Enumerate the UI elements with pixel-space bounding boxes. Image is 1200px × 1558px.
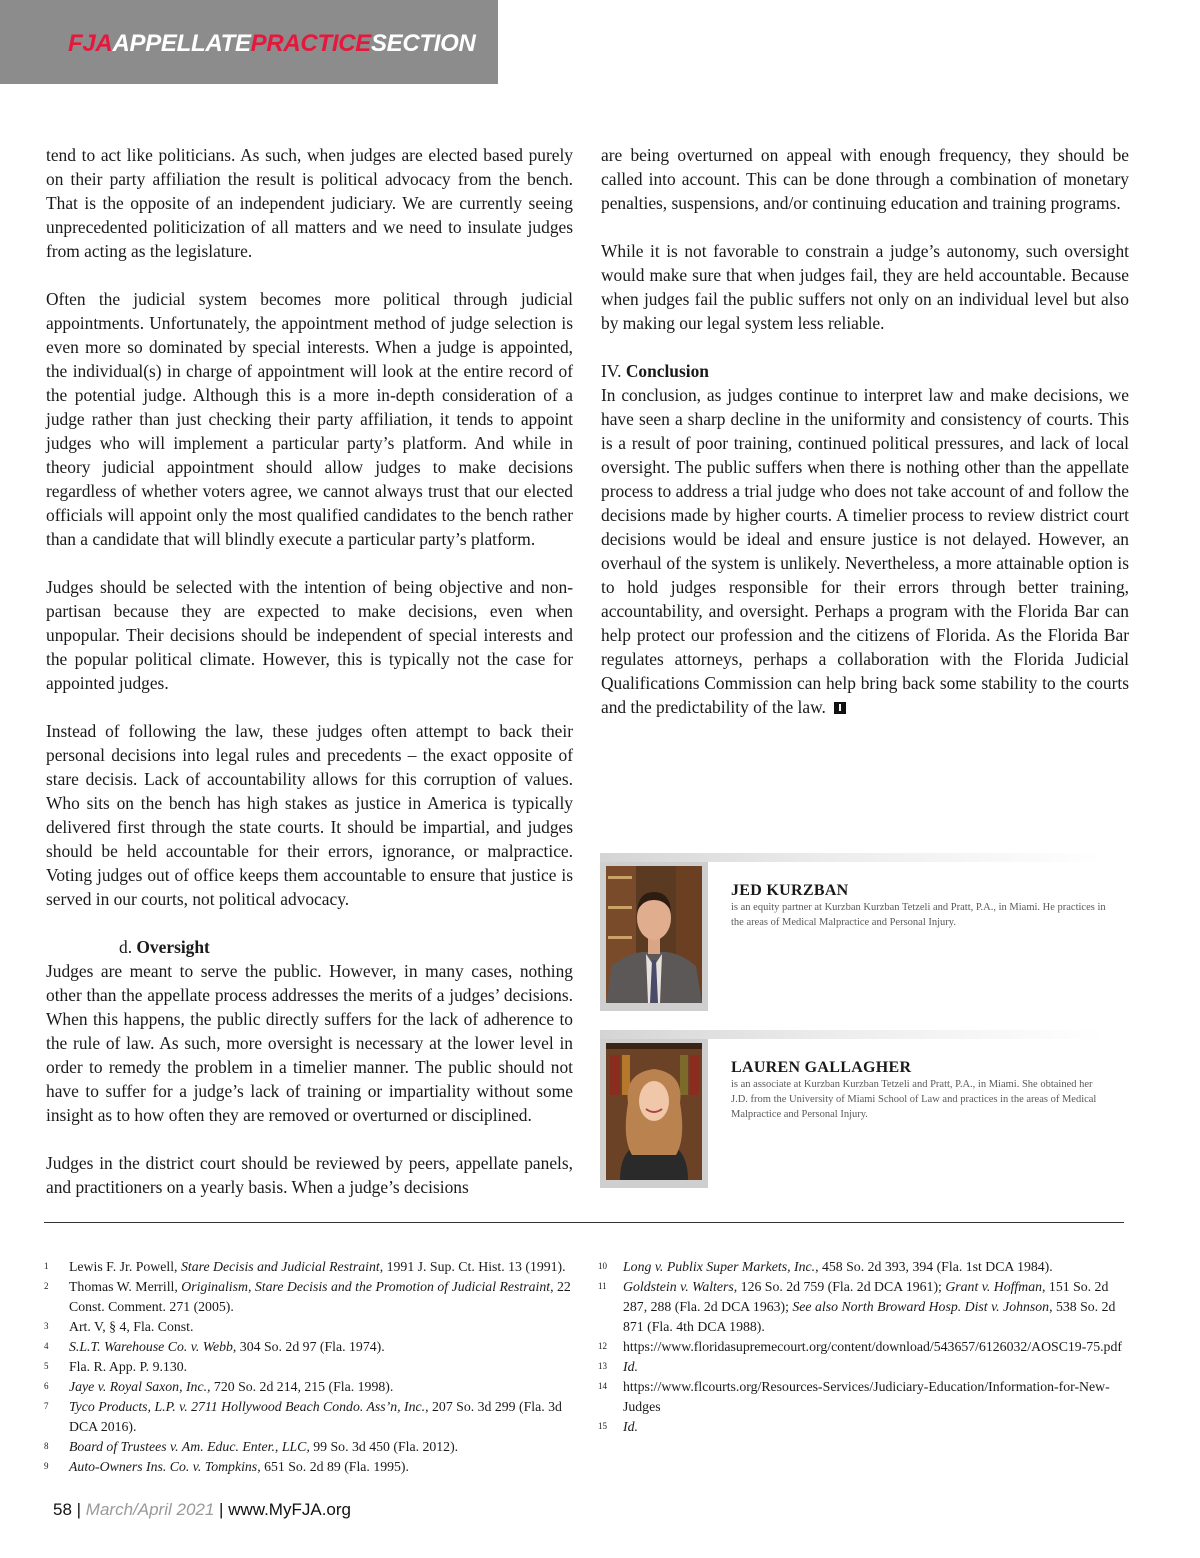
section-banner bbox=[0, 0, 498, 84]
author-description: is an associate at Kurzban Kurzban Tetzeli and Pratt, P.A., in Miami. She obtained her J.D. from the University of Miami School of Law and practices in the areas of Medical Malpractice and Personal Injury. bbox=[731, 1079, 1097, 1120]
footnotes-right bbox=[598, 1257, 1128, 1437]
portrait-man-icon bbox=[606, 866, 702, 1003]
author-name: JED KURZBAN bbox=[731, 882, 849, 899]
author-bio-card bbox=[600, 1030, 1104, 1188]
subheading-oversight: d. Oversight bbox=[119, 937, 210, 957]
website-link[interactable]: www.MyFJA.org bbox=[228, 1500, 351, 1519]
footnote-divider bbox=[44, 1222, 1124, 1223]
footnotes-left bbox=[44, 1257, 579, 1477]
author-bio-card bbox=[600, 853, 1104, 1011]
paragraph: Instead of following the law, these judges often attempt to back their personal decisions into legal rules and precedents – the exact opposite of stare decisis. Lack of accountability allows for this corruption of values. Who sits on the bench has high stakes as justice in America is typically delivered first through the state courts. It should be impartial, and judges should be held accountable for their errors, ignorance, or malpractice. Voting judges out of office keeps them accountable to ensure that justice is served in our courts, not political advocacy. bbox=[46, 721, 573, 909]
footnote: 13 Id. bbox=[598, 1359, 638, 1374]
footnote: 6 Jaye v. Royal Saxon, Inc., 720 So. 2d 214, 215 (Fla. 1998). bbox=[44, 1379, 394, 1394]
footnote: 10 Long v. Publix Super Markets, Inc., 458 So. 2d 393, 394 (Fla. 1st DCA 1984). bbox=[598, 1259, 1053, 1274]
author-name: LAUREN GALLAGHER bbox=[731, 1059, 912, 1076]
footnote: 8 Board of Trustees v. Am. Educ. Enter., LLC, 99 So. 3d 450 (Fla. 2012). bbox=[44, 1439, 459, 1454]
paragraph: Judges should be selected with the intention of being objective and non-partisan because they are expected to make decisions, even when unpopular. Their decisions should be independent of special interests and the popular political climate. However, this is typically not the case for appointed judges. bbox=[46, 577, 573, 693]
paragraph: Judges in the district court should be reviewed by peers, appellate panels, and practitioners on a yearly basis. When a judge’s decisions bbox=[46, 1153, 573, 1197]
portrait-woman-icon bbox=[606, 1043, 702, 1180]
paragraph: While it is not favorable to constrain a judge’s autonomy, such oversight would make sure that when judges fail, they are held accountable. Because when judges fail the public suffers not only on an individual level but also by making our legal system less reliable. bbox=[601, 241, 1129, 333]
paragraph: tend to act like politicians. As such, when judges are elected based purely on their party affiliation the result is political advocacy from the bench. That is the opposite of an independent judiciary. We are currently seeing unprecedented politicization of all matters and we need to insulate judges from acting as the legislature. bbox=[46, 145, 573, 261]
issue-date: March/April 2021 bbox=[85, 1500, 215, 1519]
paragraph: Judges are meant to serve the public. However, in many cases, nothing other than the appellate process addresses the merits of a judges’ decisions. When this happens, the public directly suffers for the lack of adherence to the rule of law. As such, more oversight is necessary at the lower level in order to remedy the problem in a timelier manner. The public should not have to suffer for a judge’s lack of training or impartiality without some insight as to how often they are removed or overturned or disciplined. bbox=[46, 961, 573, 1125]
footnote-link[interactable]: 14 https://www.flcourts.org/Resources-Services/Judiciary-Education/Information-for-New-Judges bbox=[598, 1379, 1110, 1414]
author-photo bbox=[600, 862, 708, 1011]
footnote: 4 S.L.T. Warehouse Co. v. Webb, 304 So. 2d 97 (Fla. 1974). bbox=[44, 1339, 385, 1354]
footnote: 1 Lewis F. Jr. Powell, Stare Decisis and Judicial Restraint, 1991 J. Sup. Ct. Hist. 13 (1991). bbox=[44, 1259, 566, 1274]
author-description: is an equity partner at Kurzban Kurzban Tetzeli and Pratt, P.A., in Miami. He practices in the areas of Medical Malpractice and Personal Injury. bbox=[731, 902, 1106, 928]
paragraph: are being overturned on appeal with enough frequency, they should be called into account. This can be done through a combination of monetary penalties, suspensions, and/or continuing education and training programs. bbox=[601, 145, 1129, 213]
article-column-right bbox=[601, 143, 1129, 743]
footnote: 9 Auto-Owners Ins. Co. v. Tompkins, 651 So. 2d 89 (Fla. 1995). bbox=[44, 1459, 409, 1474]
footnote: 5 Fla. R. App. P. 9.130. bbox=[44, 1359, 188, 1374]
footnote: 15 Id. bbox=[598, 1419, 638, 1434]
subheading-conclusion: IV. Conclusion bbox=[601, 361, 709, 381]
footnote: 2 Thomas W. Merrill, Originalism, Stare Decisis and the Promotion of Judicial Restraint, 22 Const. Comment. 271 (2005). bbox=[44, 1279, 571, 1314]
footnote: 3 Art. V, § 4, Fla. Const. bbox=[44, 1319, 194, 1334]
footnote-link[interactable]: 12 https://www.floridasupremecourt.org/content/download/543657/6126032/AOSC19-75.pdf bbox=[598, 1339, 1122, 1354]
author-photo bbox=[600, 1039, 708, 1188]
article-column-left bbox=[46, 143, 573, 1223]
paragraph: Often the judicial system becomes more political through judicial appointments. Unfortunately, the appointment method of judge selection is even more so dominated by special interests. When a judge is appointed, the individual(s) in charge of appointment will look at the entire record of the potential judge. Although this is a more in-depth consideration of a judge rather than just checking their party affiliation, it tends to appoint judges who will implement a particular party’s platform. And while in theory judicial appointment should allow judges to make decisions regardless of whether voters agree, we cannot always trust that our elected officials will appoint only the most qualified candidates to the bench rather than a candidate that will blindly execute a particular party’s platform. bbox=[46, 289, 573, 549]
page-footer: 58 | March/April 2021 | www.MyFJA.org bbox=[53, 1500, 351, 1519]
section-title: FJAAPPELLATEPRACTICESECTION bbox=[68, 30, 476, 57]
footnote: 7 Tyco Products, L.P. v. 2711 Hollywood Beach Condo. Ass’n, Inc., 207 So. 3d 299 (Fla. 3d DCA 2016). bbox=[44, 1399, 562, 1434]
end-of-article-icon bbox=[834, 702, 846, 714]
paragraph-conclusion: In conclusion, as judges continue to interpret law and make decisions, we have seen a sharp decline in the uniformity and consistency of courts. This is a result of poor training, continued political pressures, and lack of local oversight. The public suffers when there is nothing other than the appellate process to address a trial judge who does not take account of and follow the decisions made by higher courts. A timelier process to review district court decisions would be ideal and ensure justice is not delayed. However, an overhaul of the system is unlikely. Nevertheless, a more attainable option is to hold judges responsible for their errors through better training, accountability, and oversight. Perhaps a program with the Florida Bar can help protect our profession and the citizens of Florida. As the Florida Bar regulates attorneys, perhaps a collaboration with the Florida Judicial Qualifications Commission can help bring back some stability to the courts and the predictability of the law. bbox=[601, 385, 1129, 717]
footnote: 11 Goldstein v. Walters, 126 So. 2d 759 (Fla. 2d DCA 1961); Grant v. Hoffman, 151 So. 2d 287, 288 (Fla. 2d DCA 1963); See also North Broward Hosp. Dist v. Johnson, 538 So. 2d 871 (Fla. 4th DCA 1988). bbox=[598, 1279, 1116, 1334]
page-number: 58 bbox=[53, 1500, 72, 1519]
